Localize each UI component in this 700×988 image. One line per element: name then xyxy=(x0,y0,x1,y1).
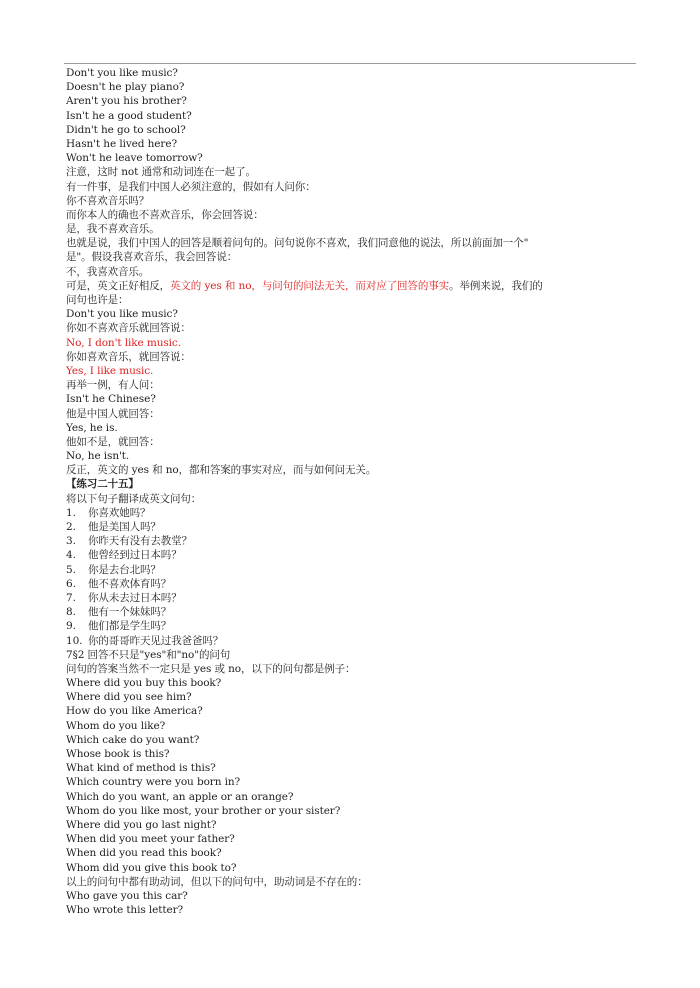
text-line xyxy=(66,392,634,406)
item-number: 3. xyxy=(66,535,76,548)
text-line xyxy=(66,790,634,804)
item-number: 9. xyxy=(66,620,76,633)
text-line xyxy=(66,307,634,321)
text-line xyxy=(66,662,634,676)
line-text: Hasn't he lived here? xyxy=(66,137,177,150)
line-text: How do you like America? xyxy=(66,705,203,718)
exercise-item xyxy=(66,619,634,633)
item-number: 1. xyxy=(66,506,76,519)
text-line xyxy=(66,435,634,449)
line-text: Isn't he Chinese? xyxy=(66,393,156,406)
line-text: What kind of method is this? xyxy=(66,762,216,775)
text-line xyxy=(66,364,634,378)
text-segment: 。举例来说，我们的 xyxy=(449,279,543,292)
text-line xyxy=(66,477,634,491)
text-line xyxy=(66,733,634,747)
line-text: 你如不喜欢音乐就回答说： xyxy=(66,322,191,335)
document-body xyxy=(66,66,634,917)
line-text: 【练习二十五】 xyxy=(66,478,139,491)
line-text: 他们都是学生吗？ xyxy=(88,620,172,633)
text-line xyxy=(66,208,634,222)
item-number: 4. xyxy=(66,549,76,562)
text-line xyxy=(66,804,634,818)
item-number: 6. xyxy=(66,577,76,590)
text-line xyxy=(66,194,634,208)
line-text: Aren't you his brother? xyxy=(66,95,187,108)
text-line xyxy=(66,492,634,506)
line-text: Doesn't he play piano? xyxy=(66,81,185,94)
line-text: 你从未去过日本吗？ xyxy=(88,591,182,604)
text-line xyxy=(66,250,634,264)
text-line xyxy=(66,832,634,846)
header-rule xyxy=(64,63,636,64)
line-text: Which do you want, an apple or an orange? xyxy=(66,790,294,803)
text-line xyxy=(66,761,634,775)
line-text: Won't he leave tomorrow? xyxy=(66,152,203,165)
line-text: Don't you like music? xyxy=(66,67,178,79)
exercise-item xyxy=(66,548,634,562)
line-text: Which cake do you want? xyxy=(66,733,200,746)
line-text: Yes, he is. xyxy=(66,421,118,434)
text-line xyxy=(66,846,634,860)
line-text: 你不喜欢音乐吗？ xyxy=(66,194,150,207)
line-text: 不，我喜欢音乐。 xyxy=(66,265,150,278)
exercise-item xyxy=(66,520,634,534)
text-line xyxy=(66,463,634,477)
line-text: 问句也许是： xyxy=(66,294,129,306)
text-line xyxy=(66,421,634,435)
text-line xyxy=(66,648,634,662)
text-line xyxy=(66,336,634,350)
text-line xyxy=(66,80,634,94)
exercise-item xyxy=(66,605,634,619)
line-text: Isn't he a good student? xyxy=(66,109,192,122)
line-text: Don't you like music? xyxy=(66,308,178,321)
exercise-item xyxy=(66,634,634,648)
text-line xyxy=(66,690,634,704)
line-text: When did you read this book? xyxy=(66,847,222,860)
text-line xyxy=(66,704,634,718)
item-number: 10. xyxy=(66,634,83,647)
line-text: 他是美国人吗？ xyxy=(88,521,161,533)
line-text: 你喜欢她吗？ xyxy=(88,506,151,519)
text-line xyxy=(66,265,634,279)
line-text: When did you meet your father? xyxy=(66,833,235,846)
line-text: 你昨天有没有去教堂？ xyxy=(88,535,192,548)
line-text: 以上的问句中都有助动词，但以下的问句中，助动词是不存在的： xyxy=(66,875,368,888)
item-number: 8. xyxy=(66,606,76,619)
text-line xyxy=(66,123,634,137)
text-line xyxy=(66,407,634,421)
item-number: 7. xyxy=(66,591,76,604)
line-text: Whom did you give this book to? xyxy=(66,861,237,874)
text-line xyxy=(66,676,634,690)
text-line xyxy=(66,719,634,733)
text-line xyxy=(66,151,634,165)
line-text: 反正，英文的 yes 和 no，都和答案的事实对应，而与如何问无关。 xyxy=(66,464,377,477)
line-text: 问句的答案当然不一定只是 yes 或 no，以下的问句都是例子： xyxy=(66,662,356,675)
text-line xyxy=(66,222,634,236)
text-line xyxy=(66,747,634,761)
item-number: 5. xyxy=(66,563,76,576)
line-text: 有一件事，是我们中国人必须注意的，假如有人问你： xyxy=(66,180,316,193)
line-text: Yes, I like music. xyxy=(66,364,154,377)
line-text: 是"。假设我喜欢音乐，我会回答说： xyxy=(66,251,238,264)
text-line xyxy=(66,875,634,889)
text-line xyxy=(66,889,634,903)
line-text: Where did you buy this book? xyxy=(66,677,222,690)
exercise-item xyxy=(66,563,634,577)
line-text: 你的哥哥昨天见过我爸爸吗？ xyxy=(88,634,224,647)
line-text: Who gave you this car? xyxy=(66,889,188,902)
text-line xyxy=(66,449,634,463)
line-text: 而你本人的确也不喜欢音乐，你会回答说： xyxy=(66,208,264,221)
text-line xyxy=(66,66,634,80)
line-text: 将以下句子翻译成英文问句： xyxy=(66,492,202,505)
text-line xyxy=(66,321,634,335)
text-line xyxy=(66,818,634,832)
line-text: 他不喜欢体育吗？ xyxy=(88,577,172,590)
line-text: Didn't he go to school? xyxy=(66,123,186,136)
line-text: Where did you go last night? xyxy=(66,818,217,831)
text-line xyxy=(66,293,634,307)
exercise-item xyxy=(66,577,634,591)
line-text: Whom do you like? xyxy=(66,719,166,732)
text-line xyxy=(66,861,634,875)
text-line xyxy=(66,903,634,917)
line-text: Whom do you like most, your brother or your sister? xyxy=(66,804,341,817)
line-text: 注意，这时 not 通常和动词连在一起了。 xyxy=(66,166,256,179)
line-text: Whose book is this? xyxy=(66,748,170,760)
line-text: No, I don't like music. xyxy=(66,336,181,349)
text-line xyxy=(66,279,634,293)
text-line xyxy=(66,165,634,179)
exercise-item xyxy=(66,534,634,548)
line-text: 再举一例，有人问： xyxy=(66,379,160,392)
line-text: 他是中国人就回答： xyxy=(66,407,160,420)
item-number: 2. xyxy=(66,521,76,533)
text-line xyxy=(66,94,634,108)
text-line xyxy=(66,180,634,194)
text-segment: 可是，英文正好相反， xyxy=(66,279,170,292)
text-line xyxy=(66,236,634,250)
text-line xyxy=(66,775,634,789)
line-text: Which country were you born in? xyxy=(66,776,241,789)
line-text: 他曾经到过日本吗？ xyxy=(88,549,182,562)
line-text: 你是去台北吗？ xyxy=(88,563,161,576)
text-line xyxy=(66,137,634,151)
line-text: 7§2 回答不只是"yes"和"no"的问句 xyxy=(66,648,231,661)
line-text: Who wrote this letter? xyxy=(66,904,184,917)
line-text: Where did you see him? xyxy=(66,691,192,704)
line-text: 他如不是，就回答： xyxy=(66,435,160,448)
text-line xyxy=(66,350,634,364)
highlight-text: 英文的 yes 和 no，与问句的问法无关，而对应了回答的事实 xyxy=(170,279,450,292)
exercise-item xyxy=(66,591,634,605)
line-text: 你如喜欢音乐，就回答说： xyxy=(66,350,191,363)
text-line xyxy=(66,109,634,123)
line-text: 也就是说，我们中国人的回答是顺着问句的。问句说你不喜欢，我们同意他的说法，所以前面加一个" xyxy=(66,237,529,250)
line-text: 是，我不喜欢音乐。 xyxy=(66,223,160,236)
line-text: No, he isn't. xyxy=(66,450,130,463)
line-text: 他有一个妹妹吗？ xyxy=(88,606,172,619)
text-line xyxy=(66,378,634,392)
exercise-item xyxy=(66,506,634,520)
